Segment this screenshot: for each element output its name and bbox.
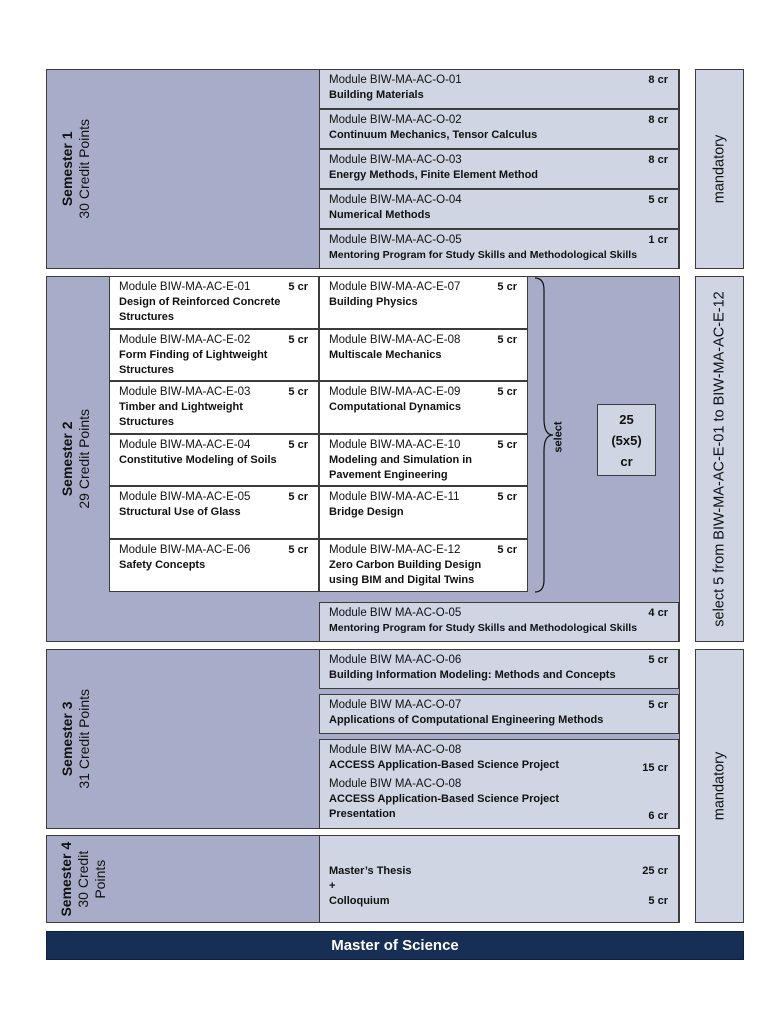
semester-2-title: Semester 2 (59, 421, 76, 497)
module-code: Module BIW MA-AC-O-08 (329, 744, 462, 756)
module-name: Applications of Computational Engineering Methods (329, 714, 604, 726)
module-code: Module BIW-MA-AC-E-10 (329, 439, 461, 451)
elective-credit-unit: cr (620, 453, 633, 469)
elective-rule-label: select 5 from BIW-MA-AC-E-01 to BIW-MA-AC-E-12 (711, 291, 728, 627)
module-name: Mentoring Program for Study Skills and Methodological Skills (329, 249, 638, 261)
module-e-06 (109, 539, 319, 592)
module-name-line1: Timber and Lightweight (119, 401, 243, 413)
module-name-line1: Multiscale Mechanics (329, 349, 442, 361)
module-code: Module BIW-MA-AC-E-12 (329, 544, 461, 556)
degree-footer: Master of Science (46, 931, 744, 960)
module-code: Module BIW MA-AC-O-05 (329, 607, 462, 619)
semester-3-label (46, 649, 106, 829)
module-name: Continuum Mechanics, Tensor Calculus (329, 129, 538, 141)
selection-brace (531, 276, 555, 594)
module-code: Module BIW-MA-AC-E-07 (329, 281, 461, 293)
side-label-sem2 (695, 276, 744, 642)
module-o-05 (319, 229, 679, 269)
module-credits: 5 cr (288, 281, 308, 293)
module-code: Module BIW-MA-AC-E-04 (119, 439, 251, 451)
thesis-credits: 25 cr (642, 865, 668, 877)
semester-2-label (46, 276, 106, 642)
module-name: Numerical Methods (329, 209, 431, 221)
thesis-box (319, 835, 679, 923)
module-credits: 5 cr (497, 334, 517, 346)
module-credits: 5 cr (648, 654, 668, 666)
side-label-sem34 (695, 649, 744, 923)
module-name-line2: Structures (119, 364, 175, 376)
module-credits: 5 cr (497, 544, 517, 556)
module-credits: 5 cr (288, 439, 308, 451)
module-name-line2: Structures (119, 311, 175, 323)
module-e-04 (109, 434, 319, 486)
module-code: Module BIW MA-AC-O-07 (329, 699, 462, 711)
module-o-07 (319, 694, 679, 734)
module-e-03 (109, 381, 319, 434)
semester-1-label (46, 69, 106, 269)
module-code: Module BIW-MA-AC-O-04 (329, 194, 462, 206)
module-name-line1: Modeling and Simulation in (329, 454, 472, 466)
thesis-label: Master’s Thesis (329, 865, 412, 877)
module-name: ACCESS Application-Based Science Project (329, 759, 560, 771)
module-credits: 1 cr (648, 234, 668, 246)
module-name: Energy Methods, Finite Element Method (329, 169, 539, 181)
module-o-08-project (319, 739, 679, 829)
module-name-line1: Building Physics (329, 296, 418, 308)
module-credits: 4 cr (648, 607, 668, 619)
colloquium-label: Colloquium (329, 895, 390, 907)
module-name-line1: Structural Use of Glass (119, 506, 241, 518)
module-code: Module BIW MA-AC-O-06 (329, 654, 462, 666)
semester-2-credit-points: 29 Credit Points (76, 409, 93, 509)
module-name: Building Materials (329, 89, 424, 101)
module-code: Module BIW-MA-AC-O-02 (329, 114, 462, 126)
module-name-line2: Pavement Engineering (329, 469, 448, 481)
plus-sign: + (329, 880, 336, 892)
module-name: Building Information Modeling: Methods and Concepts (329, 669, 616, 681)
module-name-line1: Design of Reinforced Concrete (119, 296, 281, 308)
semester-4-credit-points-line2: Points (91, 859, 108, 899)
module-credits: 15 cr (642, 762, 668, 774)
module-credits: 5 cr (288, 334, 308, 346)
module-name-line1: Zero Carbon Building Design (329, 559, 482, 571)
colloquium-row (329, 894, 668, 909)
module-name: Mentoring Program for Study Skills and Methodological Skills (329, 622, 638, 634)
module-e-07 (319, 276, 528, 329)
semester-1-title: Semester 1 (59, 131, 76, 207)
module-credits: 5 cr (497, 491, 517, 503)
module-code: Module BIW-MA-AC-E-09 (329, 386, 461, 398)
side-label-sem1 (695, 69, 744, 269)
module-name-line1: Constitutive Modeling of Soils (119, 454, 277, 466)
module-code: Module BIW-MA-AC-E-02 (119, 334, 251, 346)
elective-credit-total: 25 (619, 411, 634, 427)
module-e-11 (319, 486, 528, 539)
module-e-02 (109, 329, 319, 381)
mandatory-label: mandatory (711, 751, 728, 821)
module-e-01 (109, 276, 319, 329)
module-code: Module BIW-MA-AC-E-03 (119, 386, 251, 398)
module-o-01 (319, 69, 679, 109)
module-e-10 (319, 434, 528, 486)
module-o-02 (319, 109, 679, 149)
elective-credit-breakdown: (5x5) (611, 432, 642, 448)
module-credits: 8 cr (648, 114, 668, 126)
module-name-line2: Structures (119, 416, 175, 428)
semester-3-title: Semester 3 (59, 701, 76, 777)
module-code: Module BIW-MA-AC-E-01 (119, 281, 251, 293)
module-credits: 8 cr (648, 154, 668, 166)
module-credits: 5 cr (288, 491, 308, 503)
select-label: select (552, 421, 565, 453)
module-o-04 (319, 189, 679, 229)
semester-4-credit-points-line1: 30 Credit (75, 850, 92, 908)
module-e-08 (319, 329, 528, 381)
module-e-09 (319, 381, 528, 434)
module-credits: 5 cr (648, 699, 668, 711)
mandatory-label: mandatory (711, 134, 728, 204)
module-credits: 6 cr (648, 810, 668, 822)
module-credits: 5 cr (288, 386, 308, 398)
semester-4-title: Semester 4 (58, 841, 75, 917)
module-name-line1: Safety Concepts (119, 559, 206, 571)
module-code: Module BIW-MA-AC-O-01 (329, 74, 462, 86)
module-name-line2: Presentation (329, 808, 396, 820)
module-code: Module BIW MA-AC-O-08 (329, 778, 462, 790)
module-o-03 (319, 149, 679, 189)
module-code: Module BIW-MA-AC-E-06 (119, 544, 251, 556)
module-name-line1: Bridge Design (329, 506, 404, 518)
module-o-05-sem2 (319, 602, 679, 642)
module-credits: 5 cr (497, 281, 517, 293)
module-name-line1: Computational Dynamics (329, 401, 462, 413)
module-o-06 (319, 649, 679, 689)
module-code: Module BIW-MA-AC-E-11 (329, 491, 460, 503)
module-credits: 5 cr (288, 544, 308, 556)
elective-credit-box (597, 404, 656, 476)
semester-4-label (46, 835, 121, 923)
plus-row (329, 879, 668, 894)
module-name-line1: Form Finding of Lightweight (119, 349, 268, 361)
colloquium-credits: 5 cr (648, 895, 668, 907)
module-name-line2: using BIM and Digital Twins (329, 574, 475, 586)
module-code: Module BIW-MA-AC-E-08 (329, 334, 461, 346)
module-credits: 5 cr (497, 386, 517, 398)
module-credits: 8 cr (648, 74, 668, 86)
module-code: Module BIW-MA-AC-O-05 (329, 234, 462, 246)
module-name-line1: ACCESS Application-Based Science Project (329, 793, 560, 805)
semester-3-credit-points: 31 Credit Points (76, 689, 93, 789)
module-code: Module BIW-MA-AC-O-03 (329, 154, 462, 166)
module-code: Module BIW-MA-AC-E-05 (119, 491, 251, 503)
module-credits: 5 cr (497, 439, 517, 451)
module-e-05 (109, 486, 319, 539)
semester-1-credit-points: 30 Credit Points (76, 119, 93, 219)
module-credits: 5 cr (648, 194, 668, 206)
thesis-row (329, 864, 668, 879)
module-e-12 (319, 539, 528, 592)
